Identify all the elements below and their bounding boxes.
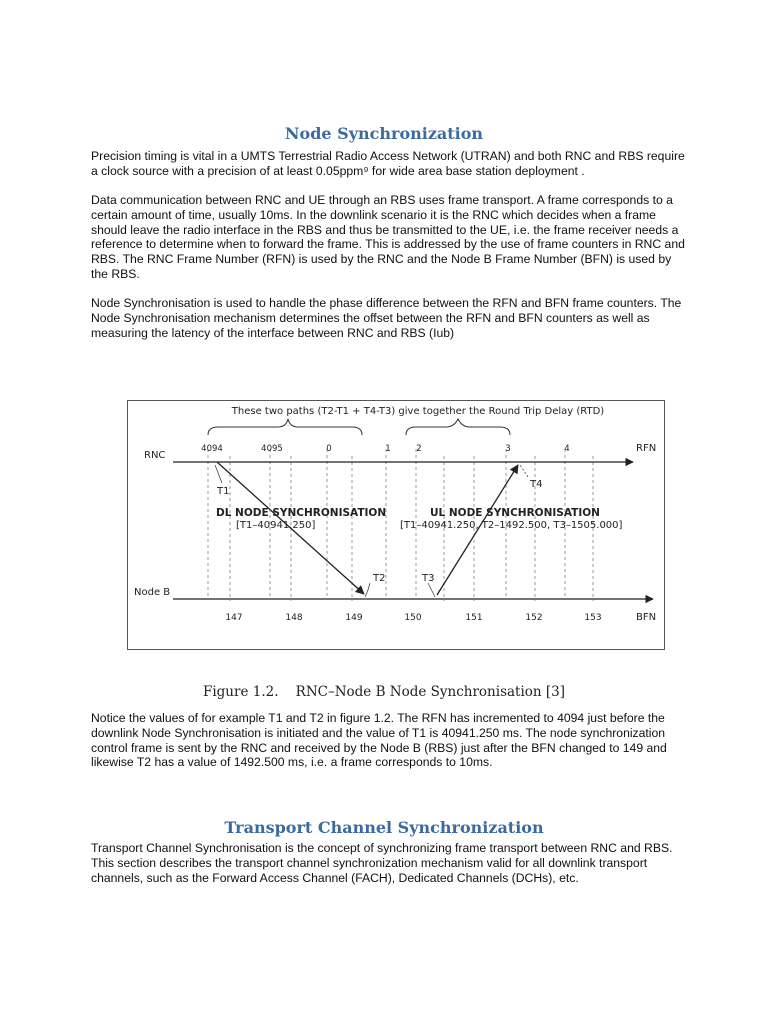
ul-sync-values: [T1–40941.250, T2–1492.500, T3–1505.000] [400, 520, 623, 531]
rfn-tick: 4095 [261, 444, 283, 454]
t4-pointer [520, 465, 528, 477]
bfn-tick: 147 [225, 613, 243, 623]
section-title-node-synchronization: Node Synchronization [284, 124, 484, 143]
dl-sync-title: DL NODE SYNCHRONISATION [216, 507, 387, 519]
rfn-tick: 0 [326, 444, 332, 454]
section-title-transport-channel-synchronization: Transport Channel Synchronization [224, 818, 544, 837]
rfn-tick: 2 [416, 444, 422, 454]
t1-label: T1 [217, 486, 230, 497]
t3-pointer [428, 583, 435, 597]
caption-label: Figure 1.2. [202, 684, 279, 700]
synchronisation-diagram [127, 400, 665, 650]
rnc-label: RNC [144, 450, 166, 461]
paragraph-transport-channel: Transport Channel Synchronisation is the concept of synchronizing frame transport between RNC and RBS. This section describes the transport channel synchronization mechanism valid for all downlink transport channels, such as the Forward Access Channel (FACH), Dedicated Channels (DCHs), etc. [91, 841, 673, 885]
rtd-label: These two paths (T2-T1 + T4-T3) give together the Round Trip Delay (RTD) [231, 406, 605, 417]
rfn-tick: 3 [505, 444, 511, 454]
paragraph-notice-values: Notice the values of for example T1 and T2 in figure 1.2. The RFN has incremented to 4094 just before the downlink Node Synchronisation is initiated and the value of T1 is 40941.250 ms. The node synchronization control frame is sent by the RNC and received by the Node B (RBS) just after the BFN changed to 149 and likewise T2 has a value of 1492.500 ms, i.e. a frame corresponds to 10ms. [91, 711, 667, 770]
t4-label: T4 [530, 479, 543, 490]
dl-path-brace [208, 419, 362, 435]
ul-sync-title: UL NODE SYNCHRONISATION [430, 507, 600, 519]
paragraph-data-communication: Data communication between RNC and UE through an RBS uses frame transport. A frame corresponds to a certain amount of time, usually 10ms. In the downlink scenario it is the RNC which decides when a frame should leave the radio interface in the RBS and thus be transmitted to the UE, i.e. the frame receiver needs a reference to determine when to forward the frame. This is addressed by the use of frame counters in RNC and RBS. The RNC Frame Number (RFN) is used by the RNC and the Node B Frame Number (BFN) is used by the RBS. [91, 193, 685, 281]
dl-sync-values: [T1–40941.250] [236, 520, 316, 531]
nodeb-label: Node B [134, 587, 171, 598]
bfn-tick: 153 [584, 613, 602, 623]
bfn-tick: 150 [404, 613, 422, 623]
rfn-tick-labels [201, 444, 570, 454]
t3-label: T3 [422, 573, 435, 584]
rfn-tick: 1 [385, 444, 391, 454]
rfn-label: RFN [636, 443, 657, 454]
bfn-tick: 148 [285, 613, 303, 623]
bfn-tick: 149 [345, 613, 363, 623]
t2-pointer [365, 583, 370, 597]
ul-path-brace [406, 419, 510, 435]
paragraph-precision-timing: Precision timing is vital in a UMTS Terrestrial Radio Access Network (UTRAN) and both RNC and RBS require a clock source with a precision of at least 0.05ppm⁹ for wide area base station deployment . [91, 149, 685, 178]
bfn-tick: 151 [465, 613, 483, 623]
t1-pointer [215, 465, 222, 483]
bfn-label: BFN [636, 612, 657, 623]
bfn-tick: 152 [525, 613, 543, 623]
t2-label: T2 [373, 573, 386, 584]
diagram-svg [128, 401, 666, 651]
caption-text: RNC–Node B Node Synchronisation [3] [295, 684, 566, 700]
bfn-tick-labels [225, 613, 601, 623]
rfn-tick: 4094 [201, 444, 223, 454]
rfn-tick: 4 [564, 444, 570, 454]
paragraph-node-synchronisation: Node Synchronisation is used to handle the phase difference between the RFN and BFN frame counters. The Node Synchronisation mechanism determines the offset between the RFN and BFN counters as well as measuring the latency of the interface between RNC and RBS (Iub) [91, 296, 682, 340]
figure-caption [0, 684, 768, 700]
